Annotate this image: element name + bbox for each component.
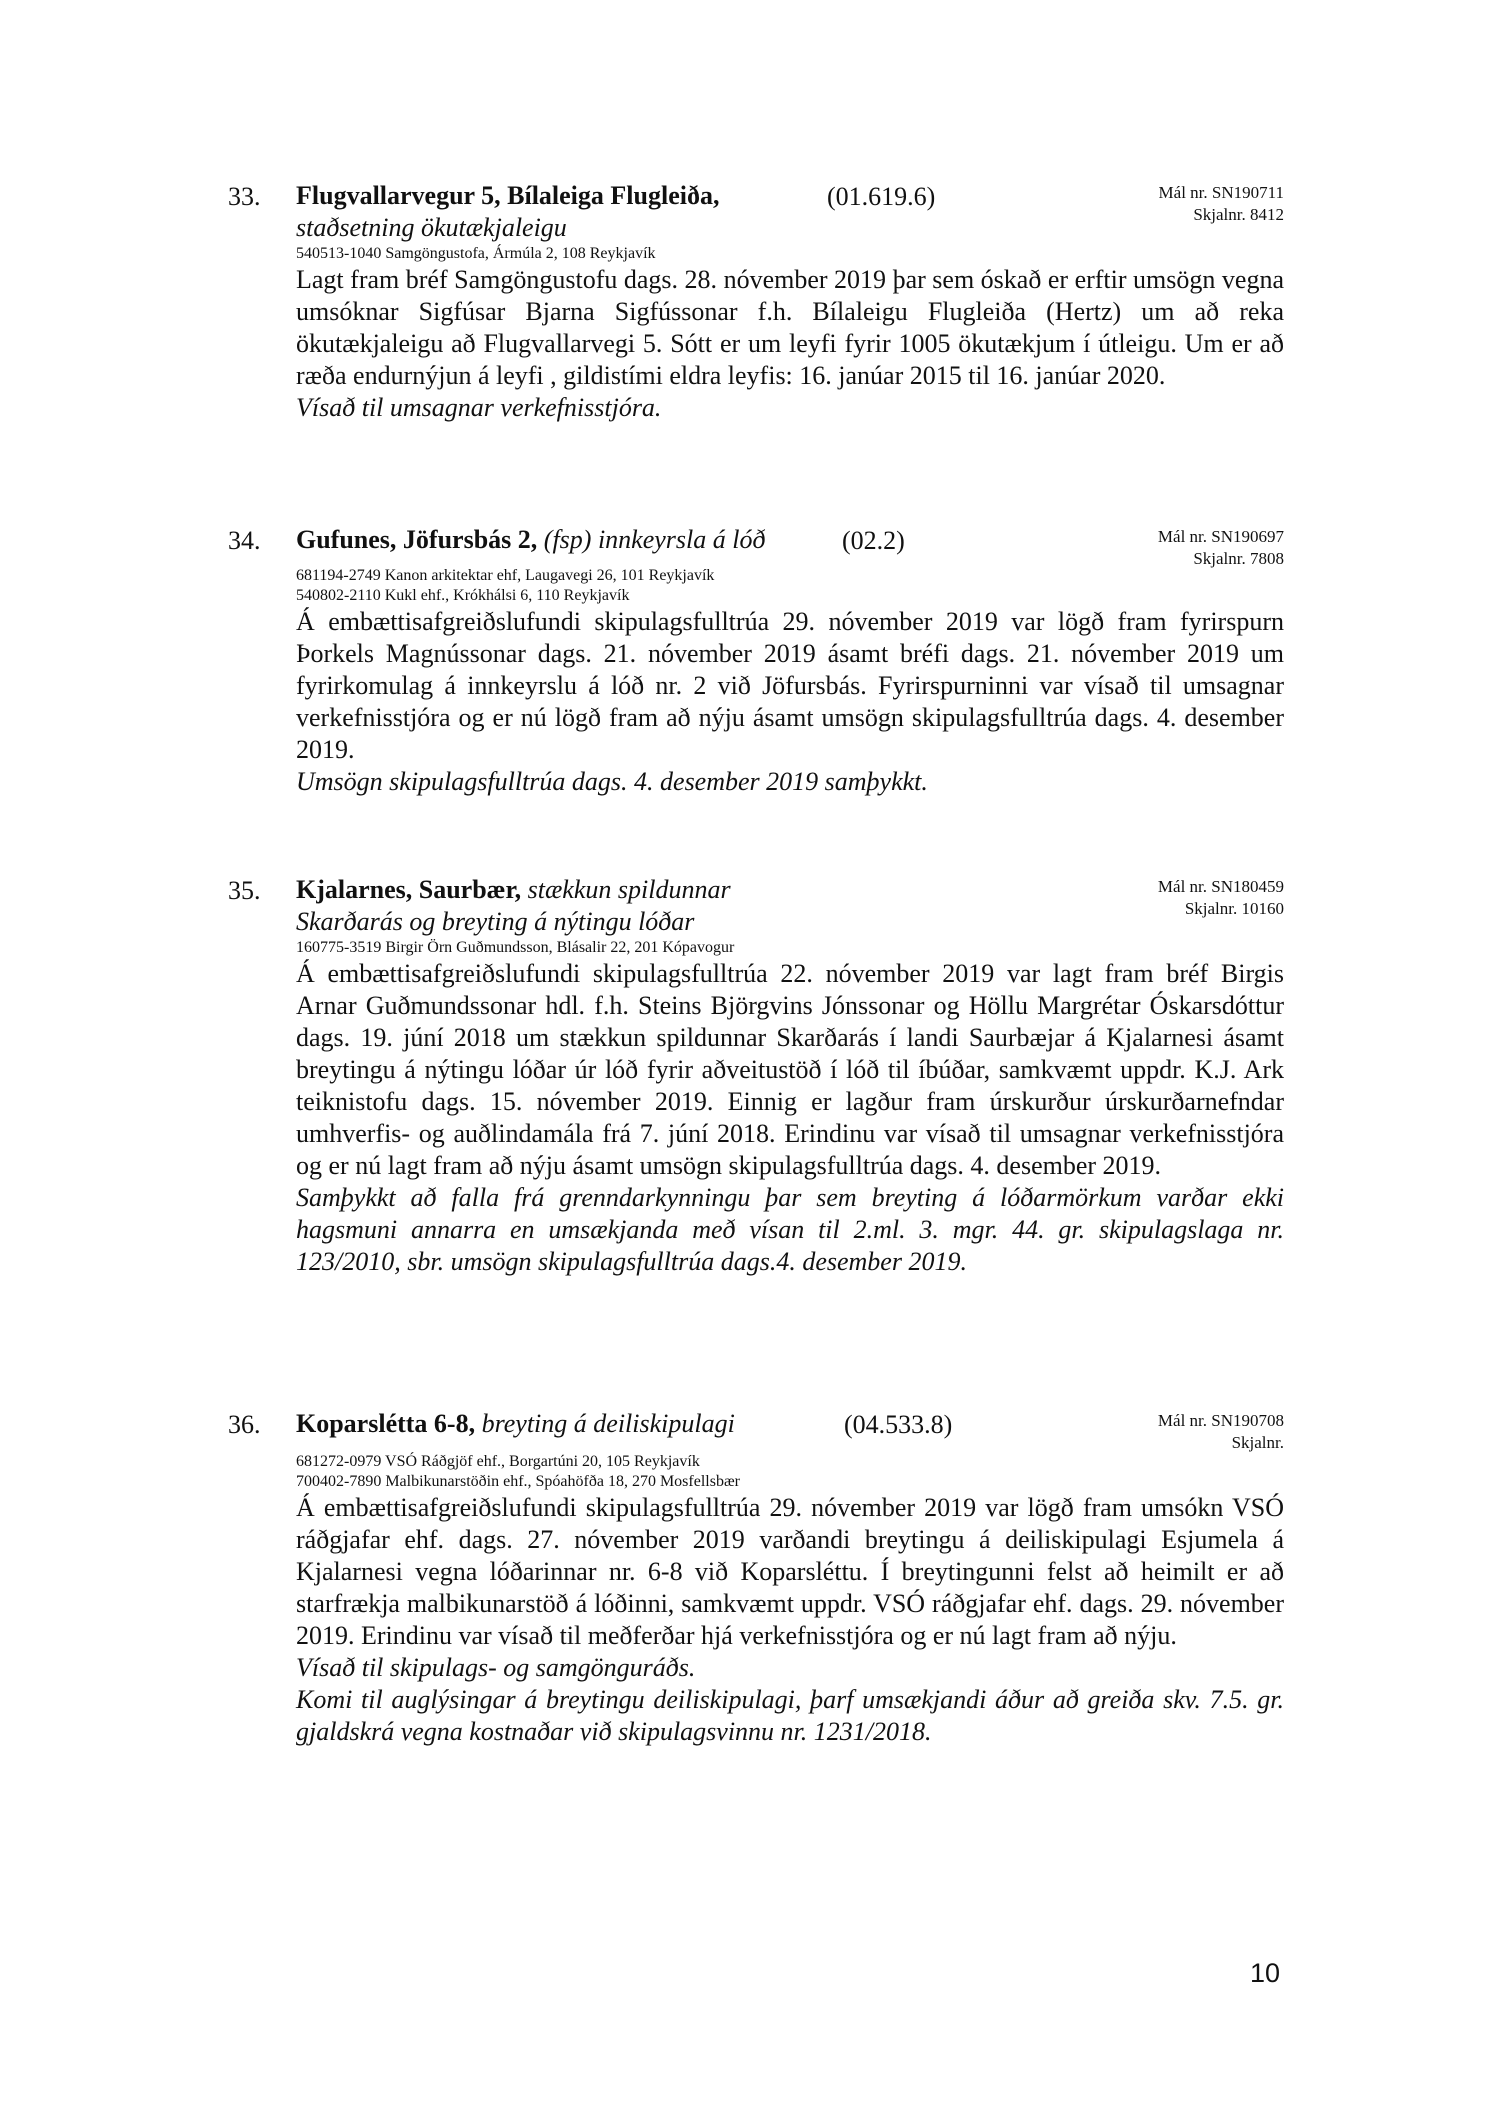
case-numbers bbox=[1158, 526, 1284, 570]
party-line: 540513-1040 Samgöngustofa, Ármúla 2, 108 Reykjavík bbox=[296, 245, 656, 262]
item-code: (01.619.6) bbox=[827, 182, 936, 211]
item-number: 35. bbox=[228, 876, 261, 905]
item-body: Á embættisafgreiðslufundi skipulagsfulltrúa 22. nóvember 2019 var lagt fram bréf Birgis Arnar Guðmundssonar hdl. f.h. Steins Björgvins Jónssonar og Höllu Margrétar Óskarsdóttur dags. 19. júní 2018 um stækkun spildunnar Skarðarás í landi Saurbæjar á Kjalarnesi ásamt breytingu á nýtingu lóðar úr lóð fyrir aðveitustöð í lóð til íbúðar, samkvæmt uppdr. K.J. Ark teiknistofu dags. 15. nóvember 2019. Einnig er lagður fram úrskurður úrskurðarnefndar umhverfis- og auðlindamála frá 7. júní 2018. Erindinu var vísað til umsagnar verkefnisstjóra og er nú lagt fram að nýju ásamt umsögn skipulagsfulltrúa dags. 4. desember 2019. bbox=[296, 959, 1284, 1180]
item-title bbox=[296, 524, 1284, 556]
item-title-bold: Gufunes, Jöfursbás 2, bbox=[296, 525, 538, 554]
case-numbers bbox=[1158, 1410, 1284, 1454]
mal-nr: Mál nr. SN180459 bbox=[1157, 877, 1284, 896]
page-number: 10 bbox=[1249, 1958, 1280, 1988]
item-number: 33. bbox=[228, 182, 261, 211]
item-title bbox=[296, 874, 1284, 906]
party-line: 160775-3519 Birgir Örn Guðmundsson, Blásalir 22, 201 Kópavogur bbox=[296, 939, 735, 956]
skjal-nr: Skjalnr. 8412 bbox=[1193, 205, 1284, 224]
item-subtitle: Skarðarás og breyting á nýtingu lóðar bbox=[296, 907, 695, 936]
item-subtitle: staðsetning ökutækjaleigu bbox=[296, 213, 567, 242]
item-body: Lagt fram bréf Samgöngustofu dags. 28. nóvember 2019 þar sem óskað er erftir umsögn vegna umsóknar Sigfúsar Bjarna Sigfússonar f.h. Bílaleigu Flugleiða (Hertz) um að reka ökutækjaleigu að Flugvallarvegi 5. Sótt er um leyfi fyrir 1005 ökutækjum í útleigu. Um er að ræða endurnýjun á leyfi , gildistími eldra leyfis: 16. janúar 2015 til 16. janúar 2020. bbox=[296, 265, 1284, 390]
party-line: 681194-2749 Kanon arkitektar ehf, Laugavegi 26, 101 Reykjavík bbox=[296, 567, 715, 584]
skjal-nr: Skjalnr. 7808 bbox=[1193, 549, 1284, 568]
case-numbers bbox=[1159, 182, 1284, 226]
mal-nr: Mál nr. SN190708 bbox=[1157, 1411, 1284, 1430]
item-title bbox=[296, 1408, 1284, 1440]
item-body: Á embættisafgreiðslufundi skipulagsfulltrúa 29. nóvember 2019 var lögð fram fyrirspurn Þorkels Magnússonar dags. 21. nóvember 2019 ásamt bréfi dags. 21. nóvember 2019 um fyrirkomulag á innkeyrslu á lóð nr. 2 við Jöfursbás. Fyrirspurninni var vísað til umsagnar verkefnisstjóra og er nú lögð fram að nýju ásamt umsögn skipulagsfulltrúa dags. 4. desember 2019. bbox=[296, 607, 1284, 764]
item-resolution: Samþykkt að falla frá grenndarkynningu þar sem breyting á lóðarmörkum varðar ekki hagsmuni annarra en umsækjanda með vísan til 2.ml. 3. mgr. 44. gr. skipulagslaga nr. 123/2010, sbr. umsögn skipulagsfulltrúa dags.4. desember 2019. bbox=[296, 1183, 1284, 1276]
item-title-italic: stækkun spildunnar bbox=[527, 875, 731, 904]
item-resolution: Vísað til skipulags- og samgönguráðs. bbox=[296, 1653, 696, 1682]
party-line: 681272-0979 VSÓ Ráðgjöf ehf., Borgartúni 20, 105 Reykjavík bbox=[296, 1453, 700, 1470]
item-title-bold: Koparslétta 6-8, bbox=[296, 1409, 476, 1438]
case-numbers bbox=[1158, 876, 1284, 920]
agenda-item-34 bbox=[228, 524, 1284, 798]
item-resolution: Vísað til umsagnar verkefnisstjóra. bbox=[296, 393, 662, 422]
item-title-bold: Kjalarnes, Saurbær, bbox=[296, 875, 522, 904]
item-title bbox=[296, 180, 1284, 212]
item-number: 34. bbox=[228, 526, 261, 555]
item-code: (02.2) bbox=[842, 526, 905, 555]
mal-nr: Mál nr. SN190697 bbox=[1157, 527, 1284, 546]
agenda-item-35 bbox=[228, 874, 1284, 1278]
skjal-nr: Skjalnr. bbox=[1231, 1433, 1284, 1452]
agenda-item-33 bbox=[228, 180, 1284, 424]
item-title-bold: Flugvallarvegur 5, Bílaleiga Flugleiða, bbox=[296, 181, 720, 210]
item-number: 36. bbox=[228, 1410, 261, 1439]
item-code: (04.533.8) bbox=[844, 1410, 953, 1439]
item-body: Á embættisafgreiðslufundi skipulagsfulltrúa 29. nóvember 2019 var lögð fram umsókn VSÓ ráðgjafar ehf. dags. 27. nóvember 2019 varðandi breytingu á deiliskipulagi Esjumela á Kjalarnesi vegna lóðarinnar nr. 6-8 við Koparsléttu. Í breytingunni felst að heimilt er að starfrækja malbikunarstöð á lóðinni, samkvæmt uppdr. VSÓ ráðgjafar ehf. dags. 29. nóvember 2019. Erindinu var vísað til meðferðar hjá verkefnisstjóra og er nú lagt fram að nýju. bbox=[296, 1493, 1284, 1650]
item-title-italic: breyting á deiliskipulagi bbox=[481, 1409, 735, 1438]
party-line: 700402-7890 Malbikunarstöðin ehf., Spóahöfða 18, 270 Mosfellsbær bbox=[296, 1473, 740, 1490]
agenda-item-36 bbox=[228, 1408, 1284, 1748]
mal-nr: Mál nr. SN190711 bbox=[1158, 183, 1284, 202]
skjal-nr: Skjalnr. 10160 bbox=[1184, 899, 1284, 918]
party-line: 540802-2110 Kukl ehf., Krókhálsi 6, 110 Reykjavík bbox=[296, 587, 630, 604]
item-resolution: Umsögn skipulagsfulltrúa dags. 4. desember 2019 samþykkt. bbox=[296, 767, 928, 796]
item-resolution: Komi til auglýsingar á breytingu deiliskipulagi, þarf umsækjandi áður að greiða skv. 7.5. gr. gjaldskrá vegna kostnaðar við skipulagsvinnu nr. 1231/2018. bbox=[296, 1685, 1284, 1746]
item-title-italic: (fsp) innkeyrsla á lóð bbox=[543, 525, 766, 554]
